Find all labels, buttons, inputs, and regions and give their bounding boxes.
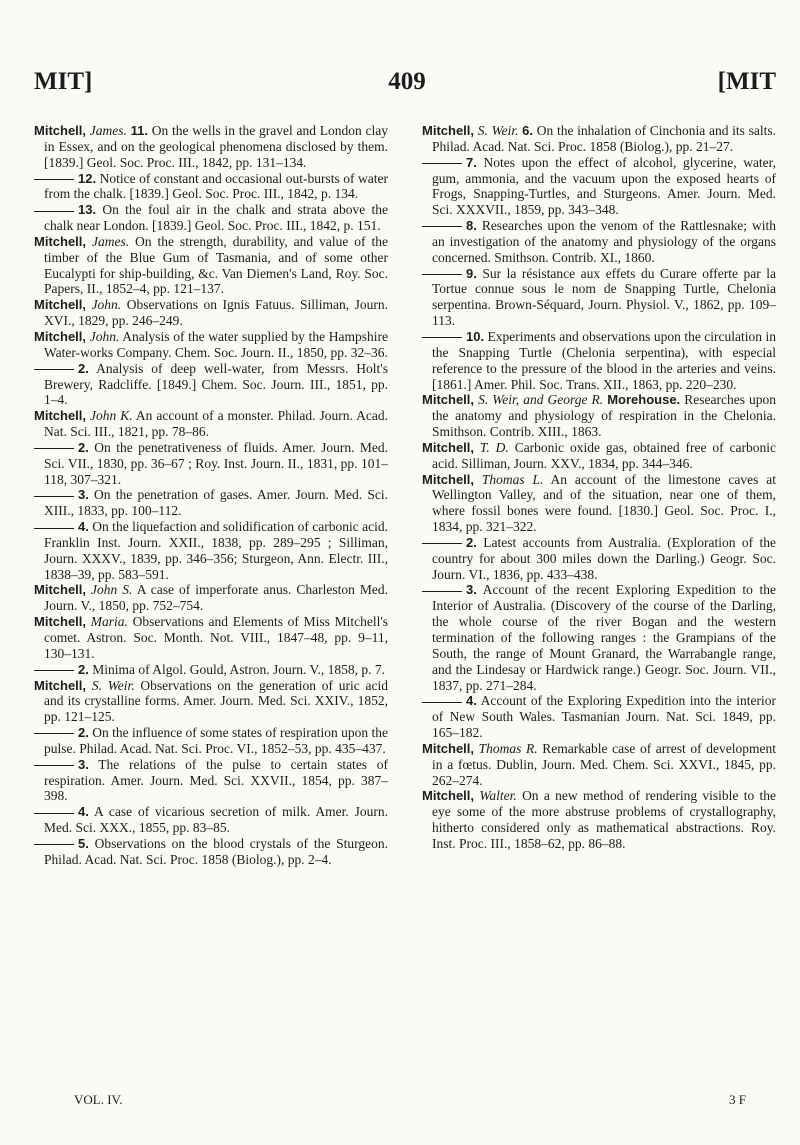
entry-text: Researches upon the anatomy and physiology of respiration in the Chelonia. Smithson. Contrib. XIII., 1863.: [432, 392, 777, 440]
bibliography-entry: [422, 123, 776, 155]
entry-text: An account of a monster. Philad. Journ. Acad. Nat. Sci. III., 1821, pp. 78–86.: [44, 408, 389, 440]
entry-text: The relations of the pulse to certain states of respiration. Amer. Journ. Med. Sci. XXVII., 1854, pp. 387–398.: [44, 756, 388, 804]
bibliography-entry: [422, 392, 776, 440]
author-forename: Thomas R.: [478, 740, 538, 756]
entry-text: Observations and Elements of Miss Mitchell's comet. Astron. Soc. Month. Not. VIII., 1847–48, pp. 9–11, 130–131.: [44, 614, 389, 661]
author-forename: Maria.: [90, 614, 128, 630]
ditto-dash: [422, 163, 462, 164]
bibliography-entry: [34, 329, 388, 361]
entry-text: Account of the Exploring Expedition into the interior of New South Wales. Tasmanian Journ. Nat. Sci. 1849, pp. 165–182.: [432, 693, 776, 741]
ditto-dash: [34, 369, 74, 370]
bibliography-entry: [422, 329, 776, 392]
author-forename: James.: [89, 123, 127, 138]
ditto-dash: [34, 844, 74, 845]
author-surname: Mitchell,: [34, 582, 87, 598]
entry-text: Experiments and observations upon the circulation in the Snapping Turtle (Chelonia serpentina), with especial reference to the pressure of the blood in the arteries and veins. [1861.] Amer. Phil. Soc. Trans. XII., 1863, pp. 220–230.: [432, 328, 776, 392]
entry-text: On the liquefaction and solidification of carbonic acid. Franklin Inst. Journ. XXII., 1838, pp. 289–295 ; Silliman, Journ. XXXV., 1839, pp. 346–356; Sturgeon, Ann. Electr. III., 1838–39, pp. 583–591.: [44, 519, 388, 582]
bibliography-entry: [422, 741, 776, 789]
author-surname: Mitchell,: [422, 123, 475, 138]
bibliography-entry: [422, 440, 776, 472]
author-surname: Mitchell,: [422, 439, 475, 455]
entry-text: Notes upon the effect of alcohol, glycerine, water, gum, ammonia, and the vacuum upon the exposed hearts of Frogs, Snapping-Turtles, and Sturgeons. Amer. Journ. Med. Sci. XXXVII., 1859, pp. 343–348.: [432, 154, 777, 218]
entry-number: 4.: [78, 519, 89, 535]
entry-text: On the foul air in the chalk and strata above the chalk near London. [1839.] Geol. Soc. Proc. III., 1842, p. 151.: [44, 202, 388, 234]
entry-number: 13.: [78, 202, 97, 218]
ditto-dash: [422, 591, 462, 592]
entry-number: 4.: [466, 693, 477, 709]
ditto-dash: [422, 226, 462, 227]
bibliography-entry: [34, 234, 388, 297]
author-surname: Mitchell,: [422, 740, 475, 756]
entry-number: 2.: [466, 534, 477, 550]
ditto-dash: [34, 179, 74, 180]
author-surname: Mitchell,: [34, 328, 87, 344]
ditto-dash: [422, 274, 462, 275]
entry-text: On the penetration of gases. Amer. Journ. Med. Sci. XIII., 1833, pp. 100–112.: [44, 487, 388, 519]
entry-number: 3.: [78, 487, 89, 503]
right-column: [422, 123, 776, 852]
bibliography-entry: [34, 662, 388, 678]
bibliography-entry: [34, 614, 388, 662]
author-forename: T. D.: [479, 439, 509, 455]
entry-text: On the influence of some states of respiration upon the pulse. Philad. Acad. Nat. Sci. Proc. VI., 1852–53, pp. 435–437.: [44, 725, 389, 756]
entry-number: 7.: [466, 154, 477, 170]
entry-number: 2.: [78, 661, 89, 677]
bibliography-entry: [34, 361, 388, 409]
bibliography-entry: [422, 266, 776, 329]
entry-text: Carbonic oxide gas, obtained free of carbonic acid. Silliman, Journ. XXV., 1834, pp. 344–346.: [432, 439, 777, 471]
author-surname: Mitchell,: [34, 297, 87, 313]
bibliography-entry: [34, 171, 388, 203]
author-forename: James.: [91, 233, 130, 249]
ditto-dash: [34, 211, 74, 212]
entry-number: 6.: [522, 123, 534, 138]
author-forename: John K.: [90, 408, 133, 424]
bibliography-entry: [34, 757, 388, 805]
author-forename: John S.: [91, 582, 133, 598]
author-forename: Thomas L.: [481, 471, 544, 487]
page-header: [34, 68, 776, 108]
bibliography-entry: [34, 804, 388, 836]
author-forename: John.: [91, 297, 122, 313]
ditto-dash: [34, 765, 74, 766]
entry-text: Latest accounts from Australia. (Exploration of the country for about 300 miles down the Darling.) Geogr. Soc. Journ. VI., 1836, pp. 433–438.: [432, 534, 776, 582]
author-forename: Walter.: [479, 788, 517, 804]
bibliography-entry: [34, 202, 388, 234]
entry-text: On the penetrativeness of fluids. Amer. Journ. Med. Sci. VII., 1830, pp. 36–67 ; Roy. Inst. Journ. II., 1831, pp. 101–118, 307–321.: [44, 439, 388, 487]
entry-number: 2.: [78, 725, 89, 741]
entry-text: A case of imperforate anus. Charleston Med. Journ. V., 1850, pp. 752–754.: [44, 582, 388, 614]
entry-text: Remarkable case of arrest of development in a fœtus. Dublin, Journ. Med. Chem. Sci. XXVI., 1845, pp. 262–274.: [432, 740, 776, 788]
entry-number: 3.: [78, 756, 89, 772]
coauthor-surname: Morehouse.: [607, 392, 681, 408]
bibliography-entry: [34, 582, 388, 614]
page-number: 409: [388, 68, 426, 95]
signature-mark: 3 F: [729, 1092, 746, 1107]
bibliography-entry: [422, 472, 776, 535]
bibliography-entry: [34, 297, 388, 329]
author-forename: S. Weir, and George R.: [478, 392, 604, 408]
left-column: [34, 123, 388, 868]
entry-text: Researches upon the venom of the Rattlesnake; with an investigation of the anatomy and physiology of the organs concerned. Smithson. Contrib. XI., 1860.: [432, 218, 777, 265]
entry-number: 2.: [78, 360, 89, 376]
ditto-dash: [34, 496, 74, 497]
author-surname: Mitchell,: [34, 408, 87, 424]
bibliography-entry: [422, 582, 776, 693]
ditto-dash: [34, 448, 74, 449]
ditto-dash: [422, 702, 462, 703]
author-surname: Mitchell,: [34, 677, 87, 693]
ditto-dash: [34, 528, 74, 529]
entry-text: On the strength, durability, and value of the timber of the Blue Gum of Tasmania, and of some other Eucalypti for ship-building, &c. Van Diemen's Land, Roy. Soc. Papers, II., 1852–4, pp. 121–137.: [44, 233, 388, 297]
ditto-dash: [422, 543, 462, 544]
ditto-dash: [422, 337, 462, 338]
entry-text: Notice of constant and occasional out-bursts of water from the chalk. [1839.] Geol. Soc. Proc. III., 1842, p. 134.: [44, 170, 388, 202]
author-surname: Mitchell,: [422, 471, 475, 487]
header-range-right: [MIT: [717, 68, 776, 95]
page-footer: [34, 1092, 776, 1112]
bibliography-entry: [34, 678, 388, 726]
entry-number: 3.: [466, 582, 477, 598]
bibliography-entry: [422, 693, 776, 741]
header-range-left: MIT]: [34, 68, 93, 95]
bibliography-entry: [34, 836, 388, 868]
entry-text: On the inhalation of Cinchonia and its salts. Philad. Acad. Nat. Sci. Proc. 1858 (Biolog.), pp. 21–27.: [432, 123, 777, 154]
entry-text: Observations on Ignis Fatuus. Silliman, Journ. XVI., 1829, pp. 246–249.: [44, 297, 389, 329]
bibliography-entry: [34, 408, 388, 440]
author-surname: Mitchell,: [34, 614, 87, 630]
author-surname: Mitchell,: [422, 788, 475, 804]
entry-text: On the wells in the gravel and London clay in Essex, and on the geological phenomena disclosed by them. [1839.] Geol. Soc. Proc. III., 1842, pp. 131–134.: [44, 123, 389, 170]
bibliography-entry: [422, 788, 776, 851]
bibliography-entry: [34, 123, 388, 171]
entry-text: A case of vicarious secretion of milk. Amer. Journ. Med. Sci. XXX., 1855, pp. 83–85.: [44, 804, 388, 836]
entry-text: An account of the limestone caves at Wellington Valley, and of the situation, near one of them, where fossil bones were found. [1830.] Geol. Soc. Proc. I., 1834, pp. 321–322.: [432, 471, 776, 535]
bibliography-entry: [34, 487, 388, 519]
entry-number: 11.: [130, 123, 149, 138]
bibliography-entry: [34, 440, 388, 488]
entry-text: Minima of Algol. Gould, Astron. Journ. V., 1858, p. 7.: [92, 661, 385, 677]
bibliography-entry: [34, 725, 388, 757]
entry-text: Observations on the blood crystals of the Sturgeon. Philad. Acad. Nat. Sci. Proc. 1858 (Biolog.), pp. 2–4.: [44, 835, 388, 867]
volume-label: VOL. IV.: [74, 1092, 123, 1107]
entry-number: 9.: [466, 265, 477, 281]
bibliography-entry: [422, 218, 776, 266]
ditto-dash: [34, 670, 74, 671]
entry-number: 8.: [466, 218, 477, 234]
entry-text: Account of the recent Exploring Expedition to the Interior of Australia. (Discovery of the course of the Darling, the whole course of the river Bogan and the western termination of the following ranges : the Grampians of the South, the range of Mount Granard, the Warrabangle range, and the Lindesay or Hardwick range.) Geogr. Soc. Journ. VII., 1837, pp. 271–284.: [432, 582, 777, 693]
entry-number: 4.: [78, 804, 89, 820]
author-surname: Mitchell,: [422, 392, 475, 408]
bibliography-entry: [34, 519, 388, 582]
entry-text: Observations on the generation of uric acid and its crystalline forms. Amer. Journ. Med. Sci. XXIV., 1852, pp. 121–125.: [44, 677, 389, 725]
author-forename: S. Weir.: [477, 123, 519, 138]
entry-number: 10.: [466, 328, 485, 344]
entry-text: Sur la résistance aux effets du Curare offerte par la Tortue connue sous le nom de Snapping Turtle, Chelonia serpentina. Brown-Séquard, Journ. Physiol. V., 1862, pp. 109–113.: [432, 265, 776, 329]
entry-text: Analysis of deep well-water, from Messrs. Holt's Brewery, Radcliffe. [1849.] Chem. Soc. Journ. III., 1851, pp. 1–4.: [44, 360, 388, 408]
author-surname: Mitchell,: [34, 123, 87, 138]
ditto-dash: [34, 733, 74, 734]
entry-number: 2.: [78, 439, 89, 455]
bibliography-entry: [422, 535, 776, 583]
entry-number: 12.: [78, 170, 97, 186]
entry-number: 5.: [78, 835, 89, 851]
author-forename: S. Weir.: [91, 677, 135, 693]
author-surname: Mitchell,: [34, 233, 87, 249]
entry-text: On a new method of rendering visible to the eye some of the more abstruse problems of crystallography, hitherto considered only as mathematical abstractions. Roy. Inst. Proc. III., 1858–62, pp. 86–88.: [432, 788, 777, 851]
entry-text: Analysis of the water supplied by the Hampshire Water-works Company. Chem. Soc. Journ. II., 1850, pp. 32–36.: [44, 328, 388, 360]
bibliography-entry: [422, 155, 776, 218]
author-forename: John.: [89, 328, 120, 344]
ditto-dash: [34, 813, 74, 814]
